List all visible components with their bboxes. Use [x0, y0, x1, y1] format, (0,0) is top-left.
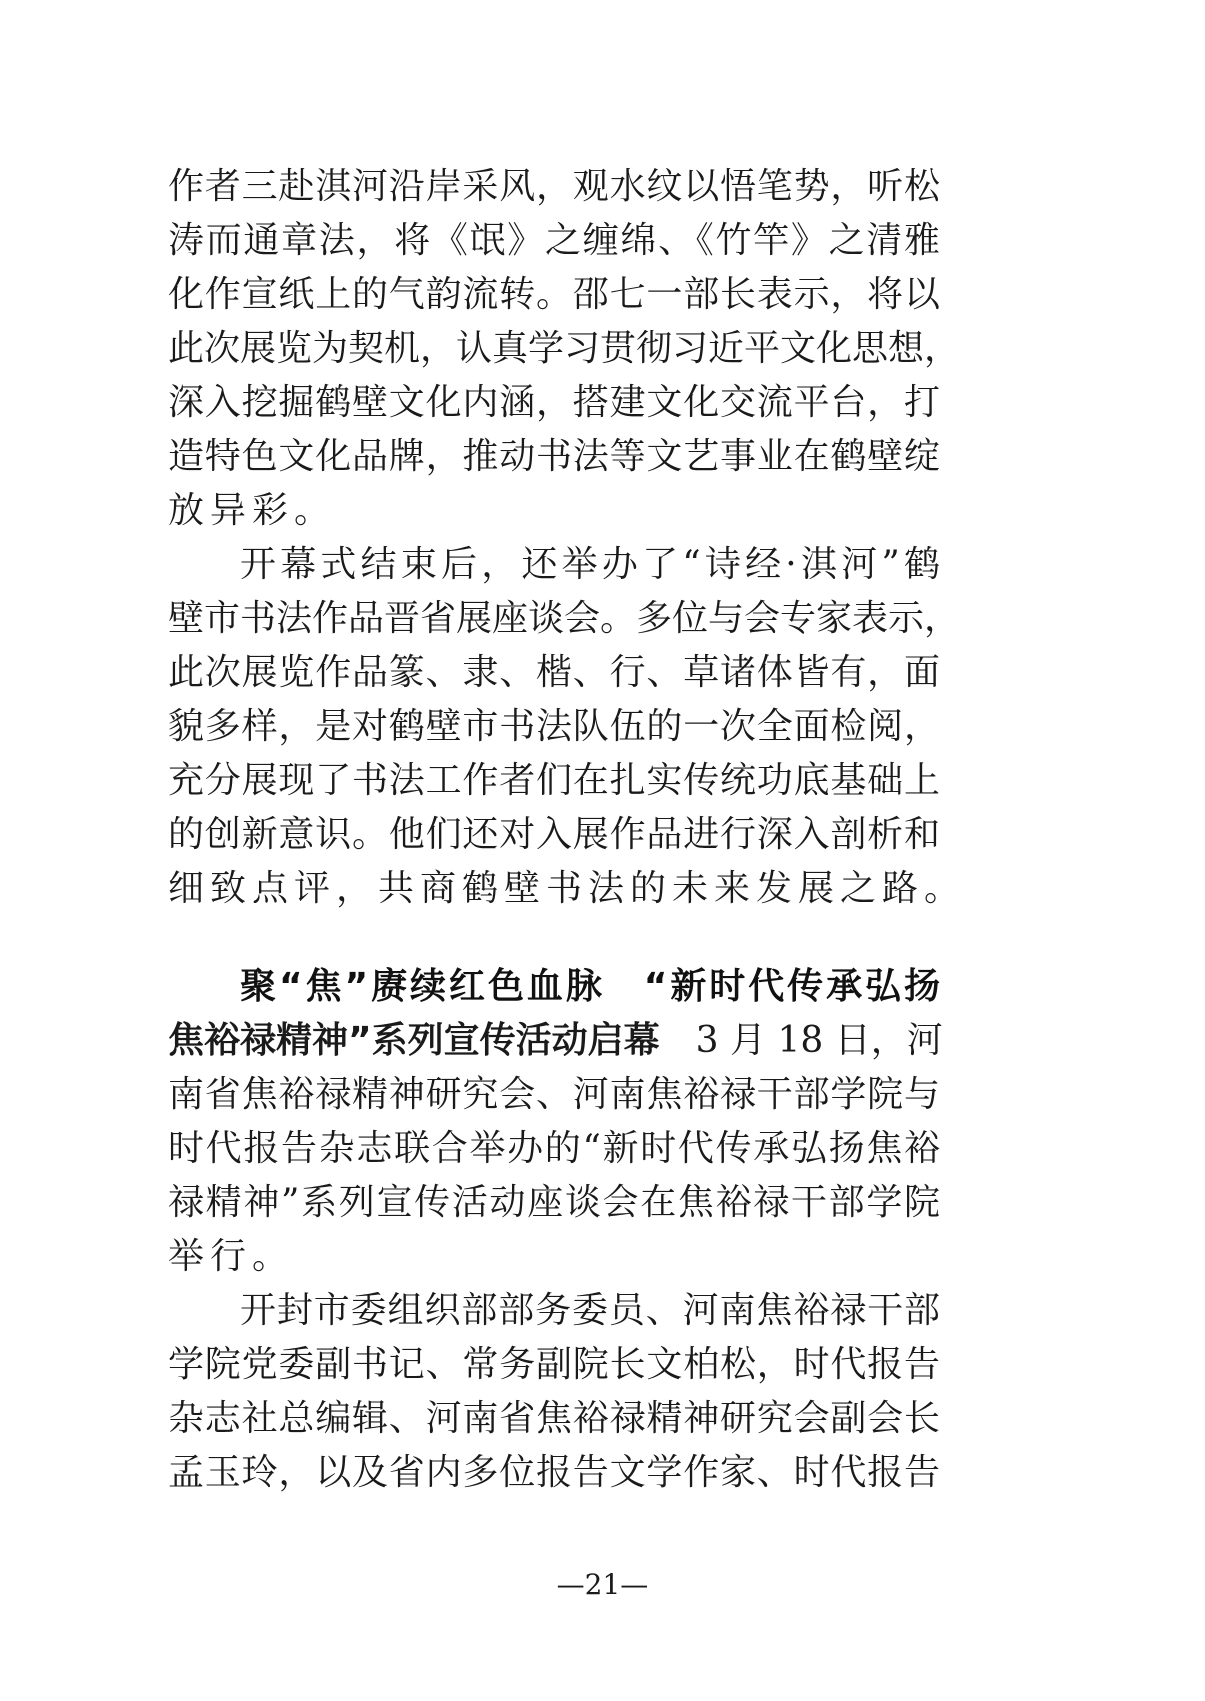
- text-line: 壁市书法作品晋省展座谈会。多位与会专家表示，: [168, 598, 961, 639]
- article-heading-continued: 焦裕禄精神”系列宣传活动启幕: [168, 1020, 660, 1061]
- text-line: 涛而通章法，将《氓》之缠绵、《竹竿》之清雅: [168, 220, 940, 261]
- text-line: 充分展现了书法工作者们在扎实传统功底基础上: [168, 760, 940, 801]
- text-line: 杂志社总编辑、河南省焦裕禄精神研究会副会长: [168, 1398, 940, 1439]
- text-line: 学院党委副书记、常务副院长文柏松，时代报告: [168, 1344, 940, 1385]
- text-line: 南省焦裕禄精神研究会、河南焦裕禄干部学院与: [168, 1074, 940, 1115]
- text-line: 时代报告杂志联合举办的“新时代传承弘扬焦裕: [168, 1128, 940, 1169]
- date-text: 3 月 18 日，河: [659, 1020, 943, 1061]
- text-line: 举行。: [168, 1236, 295, 1277]
- article-heading: 聚“焦”赓续红色血脉 “新时代传承弘扬: [240, 966, 940, 1007]
- text-line: 开封市委组织部部务委员、河南焦裕禄干部: [240, 1290, 940, 1331]
- heading-line-with-date: [168, 1014, 943, 1068]
- text-line: 放异彩。: [168, 490, 337, 531]
- text-line: 禄精神”系列宣传活动座谈会在焦裕禄干部学院: [168, 1182, 940, 1223]
- text-line: 此次展览为契机，认真学习贯彻习近平文化思想，: [168, 328, 961, 369]
- page-number: —21—: [556, 1568, 649, 1601]
- text-line: 孟玉玲，以及省内多位报告文学作家、时代报告: [168, 1452, 940, 1493]
- text-line: 作者三赴淇河沿岸采风，观水纹以悟笔势，听松: [168, 166, 940, 207]
- text-line: 此次展览作品篆、隶、楷、行、草诸体皆有，面: [168, 652, 940, 693]
- text-line: 的创新意识。他们还对入展作品进行深入剖析和: [168, 814, 940, 855]
- text-line: 细致点评，共商鹤壁书法的未来发展之路。: [168, 868, 967, 909]
- text-line: 开幕式结束后，还举办了“诗经·淇河”鹤: [240, 544, 940, 585]
- text-line: 造特色文化品牌，推动书法等文艺事业在鹤壁绽: [168, 436, 940, 477]
- text-line: 貌多样，是对鹤壁市书法队伍的一次全面检阅，: [168, 706, 940, 747]
- text-line: 化作宣纸上的气韵流转。邵七一部长表示，将以: [168, 274, 940, 315]
- text-line: 深入挖掘鹤壁文化内涵，搭建文化交流平台，打: [168, 382, 940, 423]
